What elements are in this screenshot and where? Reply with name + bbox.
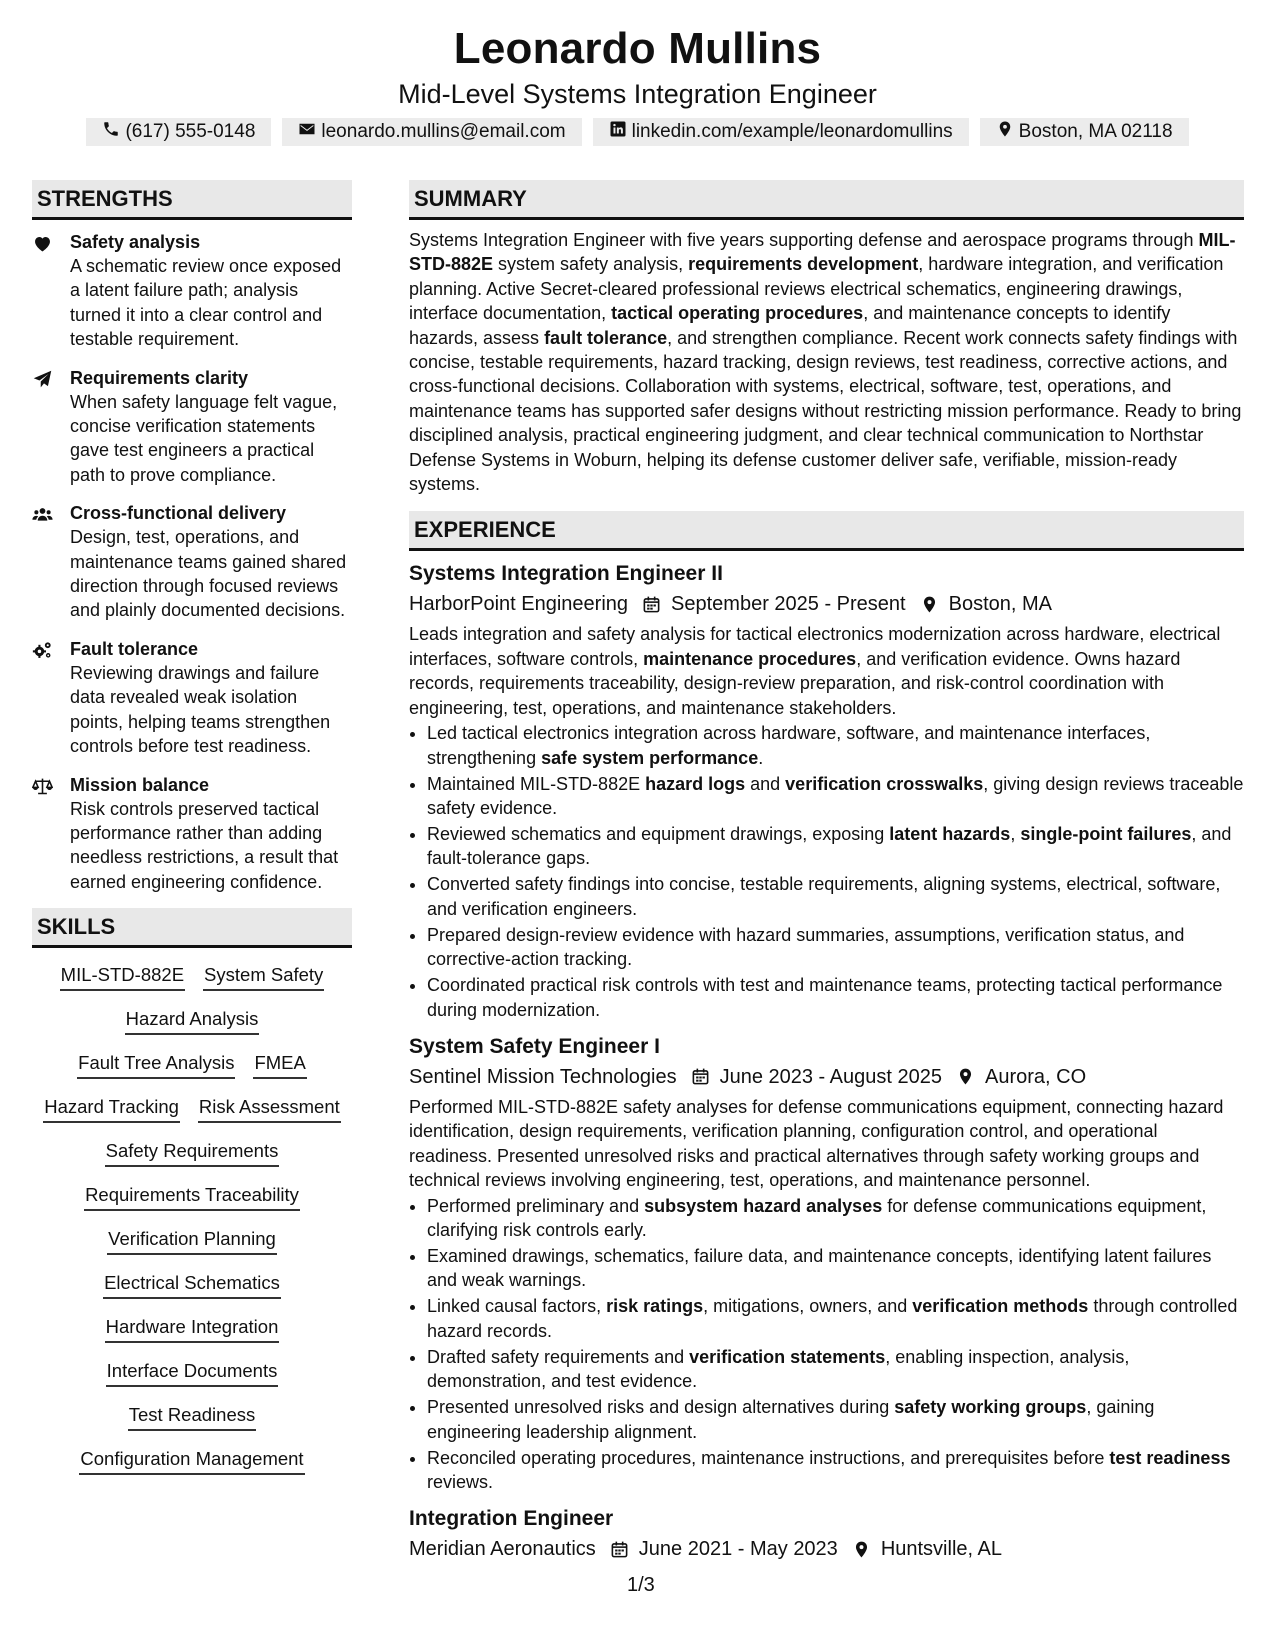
- contact-linkedin[interactable]: [593, 118, 969, 146]
- text-run: Performed preliminary and: [427, 1195, 645, 1216]
- skills-heading: SKILLS: [32, 908, 352, 948]
- gears-icon: [32, 637, 70, 759]
- strength-title: Fault tolerance: [70, 638, 199, 659]
- summary-heading: SUMMARY: [409, 180, 1244, 220]
- bold-phrase: verification methods: [912, 1296, 1089, 1317]
- skills-row: [32, 963, 352, 991]
- skills-row: [32, 1403, 352, 1431]
- job-description: [409, 1095, 1244, 1193]
- experience-heading: EXPERIENCE: [409, 511, 1244, 551]
- skills-section: [32, 908, 352, 1475]
- map-pin-icon: [920, 595, 939, 614]
- strength-description: A schematic review once exposed a latent failure path; analysis turned it into a clear control and testable requirement.: [70, 256, 342, 350]
- text-run: .: [758, 747, 764, 768]
- strength-title: Cross-functional delivery: [70, 503, 287, 524]
- heart-icon: [32, 230, 70, 352]
- text-run: Presented unresolved risks and design alternatives during: [427, 1397, 895, 1418]
- contact-phone[interactable]: [86, 118, 271, 146]
- skills-row: [32, 1447, 352, 1475]
- skill-tag: Electrical Schematics: [103, 1271, 281, 1299]
- text-run: Prepared design-review evidence with hazard summaries, assumptions, verification status, and corrective-action tracking.: [427, 924, 1185, 970]
- text-run: , and maintenance concepts to identify hazards, assess: [409, 303, 1171, 348]
- linkedin-text: linkedin.com/example/leonardomullins: [631, 121, 953, 142]
- text-run: Examined drawings, schematics, failure data, and maintenance concepts, identifying latent failures and weak warnings.: [427, 1245, 1212, 1291]
- skill-tag: Risk Assessment: [198, 1095, 341, 1123]
- skill-tag: Configuration Management: [79, 1447, 304, 1475]
- job-meta: [409, 589, 1244, 619]
- strength-item: [32, 230, 352, 352]
- text-run: , enabling inspection, analysis, demonstration, and test evidence.: [427, 1346, 1130, 1392]
- strength-item: [32, 366, 352, 488]
- text-run: Leads integration and safety analysis for tactical electronics modernization across hardware, electrical interfaces, software controls,: [409, 624, 1221, 669]
- job-bullet: [427, 1345, 1244, 1394]
- left-column: [32, 180, 352, 1475]
- skills-row: [32, 1227, 352, 1255]
- users-icon: [32, 501, 70, 623]
- job-meta: [409, 1062, 1244, 1092]
- skill-tag: Fault Tree Analysis: [77, 1051, 235, 1079]
- strength-item: [32, 773, 352, 895]
- text-run: Converted safety findings into concise, testable requirements, aligning systems, electrical, software, and verification engineers.: [427, 874, 1221, 919]
- phone-icon: [102, 120, 120, 144]
- skills-row: [32, 1007, 352, 1035]
- text-run: , gaining engineering leadership alignment.: [427, 1397, 1155, 1442]
- bold-phrase: requirements development: [688, 254, 919, 275]
- job-entry: [409, 1032, 1244, 1494]
- text-run: , mitigations, owners, and: [703, 1296, 913, 1317]
- text-run: system safety analysis,: [493, 254, 689, 275]
- text-run: Systems Integration Engineer with five years supporting defense and aerospace programs through: [409, 230, 1199, 250]
- bold-phrase: tactical operating procedures: [611, 303, 864, 324]
- job-bullet: [427, 772, 1244, 821]
- text-run: , and strengthen compliance. Recent work connects safety findings with concise, testable requirements, hazard tracking, design reviews, test readiness, corrective actions, and cross-functional decisions. Collaboration with systems, electrical, software, test, operations, and maintenance teams has supported safer designs without restricting mission performance. Ready to bring disciplined analysis, practical engineering judgment, and clear technical communication to Northstar Defense Systems in Woburn, helping its defense customer deliver safe, verifiable, mission-ready systems.: [409, 327, 1242, 495]
- strength-description: When safety language felt vague, concise verification statements gave test engineers a practical path to prove compliance.: [70, 391, 338, 485]
- job-bullet: [427, 721, 1244, 770]
- linkedin-icon: [609, 120, 627, 144]
- bold-phrase: hazard logs: [645, 773, 746, 794]
- skills-row: [32, 1183, 352, 1211]
- text-run: , hardware integration, and verification planning. Active Secret-cleared professional reviews electrical schematics, engineering drawings, interface documentation,: [409, 254, 1224, 324]
- text-run: and: [745, 773, 786, 794]
- bold-phrase: MIL-STD-882E: [409, 230, 1236, 275]
- bold-phrase: safe system performance: [541, 747, 759, 768]
- job-location: Huntsville, AL: [880, 1538, 1002, 1561]
- job-bullets: [409, 721, 1244, 1022]
- job-bullet: [427, 1294, 1244, 1343]
- text-run: Led tactical electronics integration across hardware, software, and maintenance interfaces, strengthening: [427, 723, 1151, 768]
- email-text: leonardo.mullins@email.com: [321, 121, 566, 142]
- skill-tag: Safety Requirements: [105, 1139, 280, 1167]
- job-title: System Safety Engineer I: [409, 1034, 660, 1058]
- skills-row: [32, 1359, 352, 1387]
- scale-icon: [32, 773, 70, 895]
- strength-title: Mission balance: [70, 774, 210, 795]
- paper-plane-icon: [32, 366, 70, 488]
- candidate-title: Mid-Level Systems Integration Engineer: [398, 79, 877, 109]
- strengths-heading: STRENGTHS: [32, 180, 352, 220]
- map-pin-icon: [996, 120, 1014, 144]
- contact-email[interactable]: [282, 118, 581, 146]
- text-run: Coordinated practical risk controls with test and maintenance teams, protecting tactical performance during modernization.: [427, 975, 1223, 1020]
- company-name: Meridian Aeronautics: [409, 1538, 596, 1561]
- job-bullet: [427, 923, 1244, 972]
- contact-location[interactable]: [980, 118, 1189, 146]
- job-entry: [409, 559, 1244, 1021]
- job-bullet: [427, 1194, 1244, 1243]
- job-dates: September 2025 - Present: [671, 593, 906, 616]
- job-location: Aurora, CO: [984, 1065, 1087, 1088]
- job-location: Boston, MA: [948, 593, 1053, 616]
- text-run: Linked causal factors,: [427, 1296, 607, 1317]
- skill-tag: Test Readiness: [128, 1403, 256, 1431]
- job-bullet: [427, 1446, 1244, 1495]
- bold-phrase: risk ratings: [606, 1296, 704, 1317]
- text-run: for defense communications equipment, clarifying risk controls early.: [427, 1195, 1207, 1240]
- job-description: [409, 622, 1244, 720]
- bold-phrase: maintenance procedures: [643, 648, 857, 669]
- job-dates: June 2023 - August 2025: [719, 1065, 942, 1088]
- text-run: Performed MIL-STD-882E safety analyses for defense communications equipment, connecting hazard identification, design requirements, verification planning, configuration control, and operational readiness. Presented unresolved risks and practical alternatives through safety working groups and technical reviews involving engineering, test, operations, and maintenance personnel.: [409, 1096, 1224, 1191]
- bold-phrase: safety working groups: [894, 1397, 1087, 1418]
- bold-phrase: fault tolerance: [544, 327, 668, 348]
- calendar-icon: [610, 1540, 629, 1559]
- job-bullet: [427, 973, 1244, 1022]
- resume-header: [0, 22, 1275, 146]
- skill-tag: Hardware Integration: [105, 1315, 280, 1343]
- text-run: , and verification evidence. Owns hazard records, requirements traceability, design-review preparation, and risk-control coordination with engineering, test, operations, and maintenance stakeholders.: [409, 648, 1181, 718]
- skill-tag: Requirements Traceability: [84, 1183, 300, 1211]
- job-title: Systems Integration Engineer II: [409, 562, 723, 586]
- skill-tag: Hazard Tracking: [43, 1095, 180, 1123]
- text-run: , giving design reviews traceable safety evidence.: [427, 773, 1244, 818]
- strength-item: [32, 501, 352, 623]
- text-run: through controlled hazard records.: [427, 1296, 1238, 1341]
- contact-bar: [0, 118, 1275, 146]
- text-run: reviews.: [427, 1472, 494, 1492]
- right-column: [409, 180, 1244, 1564]
- skill-tag: FMEA: [253, 1051, 306, 1079]
- bold-phrase: test readiness: [1109, 1447, 1231, 1468]
- job-title: Integration Engineer: [409, 1507, 614, 1531]
- strength-title: Requirements clarity: [70, 367, 249, 388]
- strength-description: Reviewing drawings and failure data revealed weak isolation points, helping teams strengthen controls before test readiness.: [70, 662, 331, 757]
- text-run: Drafted safety requirements and: [427, 1346, 690, 1367]
- skills-list: [32, 948, 352, 1475]
- text-run: ,: [1010, 823, 1021, 844]
- bold-phrase: verification statements: [689, 1346, 886, 1367]
- job-dates: June 2021 - May 2023: [638, 1538, 838, 1561]
- bold-phrase: latent hazards: [889, 823, 1011, 844]
- location-text: Boston, MA 02118: [1018, 121, 1173, 142]
- phone-text: (617) 555-0148: [125, 121, 256, 142]
- strengths-list: [32, 220, 352, 894]
- strength-description: Risk controls preserved tactical performance rather than adding needless restrictions, a result that earned engineering confidence.: [70, 798, 339, 892]
- map-pin-icon: [956, 1067, 975, 1086]
- skills-row: [32, 1271, 352, 1299]
- skill-tag: System Safety: [203, 963, 324, 991]
- job-bullet: [427, 822, 1244, 871]
- page-number: 1/3: [627, 1574, 655, 1596]
- summary-text: [409, 228, 1244, 496]
- skills-row: [32, 1051, 352, 1079]
- skill-tag: Interface Documents: [106, 1359, 279, 1387]
- envelope-icon: [298, 120, 316, 144]
- strength-title: Safety analysis: [70, 232, 201, 252]
- job-bullets: [409, 1194, 1244, 1495]
- skills-row: [32, 1095, 352, 1123]
- text-run: Reconciled operating procedures, maintenance instructions, and prerequisites before: [427, 1447, 1110, 1468]
- text-run: , and fault-tolerance gaps.: [427, 823, 1232, 869]
- bold-phrase: single-point failures: [1020, 823, 1192, 844]
- skills-row: [32, 1139, 352, 1167]
- calendar-icon: [691, 1067, 710, 1086]
- text-run: Maintained MIL-STD-882E: [427, 773, 646, 794]
- company-name: Sentinel Mission Technologies: [409, 1065, 677, 1088]
- bold-phrase: verification crosswalks: [785, 773, 984, 794]
- candidate-name: Leonardo Mullins: [453, 24, 822, 73]
- experience-list: [409, 559, 1244, 1564]
- job-meta: [409, 1534, 1244, 1564]
- company-name: HarborPoint Engineering: [409, 593, 629, 616]
- strength-item: [32, 637, 352, 759]
- map-pin-icon: [852, 1540, 871, 1559]
- skill-tag: Hazard Analysis: [125, 1007, 260, 1035]
- job-bullet: [427, 1395, 1244, 1444]
- job-entry: [409, 1504, 1244, 1564]
- bold-phrase: subsystem hazard analyses: [644, 1195, 883, 1216]
- skills-row: [32, 1315, 352, 1343]
- calendar-icon: [642, 595, 661, 614]
- skill-tag: MIL-STD-882E: [60, 963, 185, 991]
- skill-tag: Verification Planning: [107, 1227, 277, 1255]
- job-bullet: [427, 1244, 1244, 1293]
- strength-description: Design, test, operations, and maintenance teams gained shared direction through focused reviews and plainly documented decisions.: [70, 527, 347, 621]
- job-bullet: [427, 872, 1244, 921]
- text-run: Reviewed schematics and equipment drawings, exposing: [427, 823, 890, 844]
